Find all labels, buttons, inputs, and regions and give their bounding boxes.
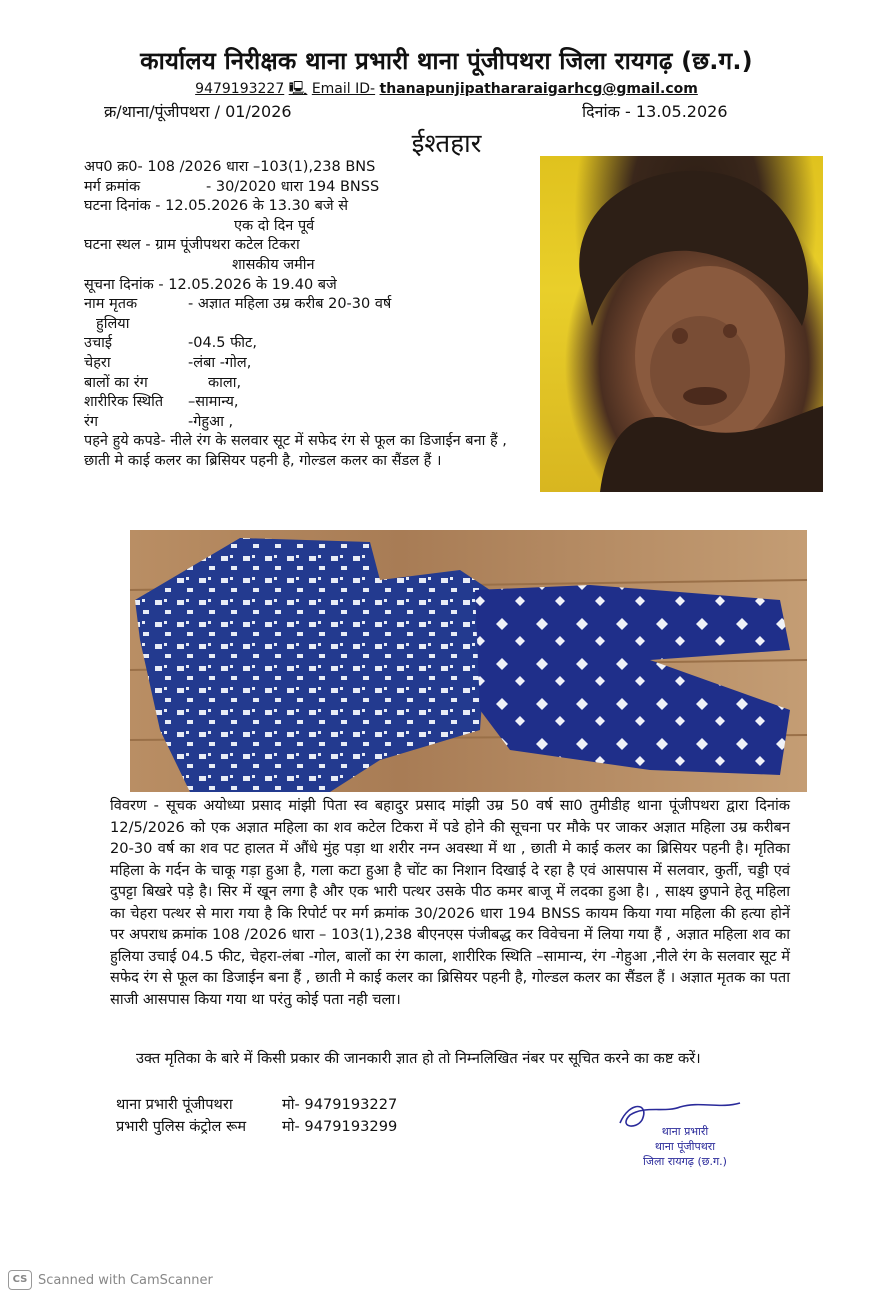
signature-graphic	[590, 1095, 770, 1175]
computer-icon: 🖳	[288, 81, 308, 97]
officer-signature-stamp	[590, 1095, 770, 1175]
deceased-photo	[540, 156, 823, 492]
deceased-label: नाम मृतक	[84, 296, 138, 313]
height-value: -04.5 फीट,	[188, 335, 257, 352]
office-title: कार्यालय निरीक्षक थाना प्रभारी थाना पूंजीपथरा जिला रायगढ़ (छ.ग.)	[140, 47, 753, 75]
hair-label: बालों का रंग	[84, 374, 148, 391]
contact-label: प्रभारी पुलिस कंट्रोल रूम	[116, 1118, 247, 1135]
clothes-description: पहने हुये कपडे- नीले रंग के सलवार सूट में सफेद रंग से फूल का डिजाईन बना हैं , छाती मे काई कलर का ब्रिसियर पहनी है, गोल्डल कलर का सैंडल हैं ।	[84, 433, 507, 469]
case-details	[84, 158, 514, 472]
reference-number: क्र/थाना/पूंजीपथरा / 01/2026	[104, 102, 292, 121]
stamp-line-3: जिला रायगढ़ (छ.ग.)	[643, 1155, 727, 1168]
clothes-photo-graphic	[130, 530, 807, 792]
email-label: Email ID-	[311, 81, 376, 97]
contact-row	[116, 1094, 397, 1116]
info-date-label: सूचना दिनांक -	[84, 276, 164, 293]
body-value: –सामान्य,	[188, 394, 239, 411]
header-phone: 9479193227	[195, 81, 285, 97]
appeal-paragraph: उक्त मृतिका के बारे में किसी प्रकार की जानकारी ज्ञात हो तो निम्नलिखित नंबर पर सूचित करने का कष्ट करें।	[136, 1050, 701, 1067]
notice-title: ईश्तहार	[411, 129, 482, 159]
scanner-text: Scanned with CamScanner	[38, 1272, 213, 1288]
camscanner-logo-icon: CS	[8, 1270, 32, 1290]
stamp-line-1: थाना प्रभारी	[661, 1125, 709, 1138]
contact-line	[0, 78, 893, 102]
contact-number[interactable]: 9479193299	[304, 1118, 398, 1135]
contact-mo: मो-	[282, 1096, 300, 1113]
color-label: रंग	[84, 413, 99, 430]
description-paragraph: विवरण - सूचक अयोध्या प्रसाद मांझी पिता स्व बहादुर प्रसाद मांझी उम्र 50 वर्ष सा0 तुमीडीह थाना पूंजीपथरा द्वारा दिनांक 12/5/2026 को एक अज्ञात महिला का शव कटेल टिकरा में पडे होने की सूचना पर मौके पर जाकर अज्ञात महिला उम्र करीबन 20-30 वर्ष का शव पट हालत में औंधे मुंह पड़ा था शरीर नग्न अवस्था में था , छाती मे काई कलर का ब्रिसियर पहनी है। मृतिका महिला के गर्दन के चाकू गड़ा हुआ है, गला कटा हुआ है चोंट का निशान दिखाई दे रहा है एवं आसपास में सलवार, कुर्ती, चड्डी एवं दुपट्टा बिखरे पड़े है। सिर में खून लगा है और एक भारी पत्थर उसके पीठ कमर बाजू में लदका हुआ है। , साक्ष्य छुपाने हेतू महिला का चेहरा पत्थर से मारा गया है कि रिपोर्ट पर मर्ग क्रमांक 30/2026 धारा 194 BNSS कायम किया गया महिला की हत्या होनें पर अपराध क्रमांक 108 /2026 धारा – 103(1),238 बीएनएस पंजीबद्ध कर विवेचना में लिया गया हैं , अज्ञात महिला शव का हुलिया उचाई 04.5 फीट, चेहरा-लंबा -गोल, बालों का रंग काला, शारीरिक स्थिति –सामान्य, रंग -गेहुआ ,नीले रंग के सलवार सूट में सफेद रंग से फूल का डिजाईन बना हैं , छाती मे काई कलर का ब्रिसियर पहनी है, गोल्डल कलर का सैंडल हैं । अज्ञात मृतक का पता साजी आसपास किया गया था परंतु कोई पता नही चला।	[110, 797, 790, 1008]
email-address[interactable]: thanapunjipathararaigarhcg@gmail.com	[379, 81, 698, 97]
notice-date: दिनांक - 13.05.2026	[582, 102, 728, 121]
contact-label: थाना प्रभारी पूंजीपथरा	[116, 1096, 233, 1113]
info-date-value: 12.05.2026 के 19.40 बजे	[168, 276, 337, 293]
deceased-value: - अज्ञात महिला उम्र करीब 20-30 वर्ष	[188, 296, 392, 313]
color-value: -गेहुआ ,	[188, 413, 234, 430]
appearance-label: हुलिया	[96, 315, 130, 332]
hair-value: काला,	[208, 374, 242, 391]
place-label: घटना स्थल -	[84, 237, 151, 254]
scanner-watermark	[8, 1270, 213, 1290]
stamp-line-2: थाना पूंजीपथरा	[654, 1140, 716, 1153]
marg-label: मर्ग क्रमांक	[84, 178, 141, 195]
face-label: चेहरा	[84, 354, 111, 371]
contact-number[interactable]: 9479193227	[304, 1096, 398, 1113]
contact-list	[116, 1094, 397, 1138]
contact-mo: मो-	[282, 1118, 300, 1135]
place-value: ग्राम पूंजीपथरा कटेल टिकरा	[155, 237, 300, 254]
face-value: -लंबा -गोल,	[188, 354, 252, 371]
place-value-2: शासकीय जमीन	[232, 256, 315, 273]
contact-row	[116, 1116, 397, 1138]
incident-date-label: घटना दिनांक -	[84, 198, 161, 215]
marg-value: - 30/2020 धारा 194 BNSS	[206, 178, 380, 195]
body-label: शारीरिक स्थिति	[84, 394, 164, 411]
height-label: उचाई	[84, 335, 113, 352]
deceased-photo-graphic	[540, 156, 823, 492]
clothes-photo	[130, 530, 807, 792]
incident-date-value-2: एक दो दिन पूर्व	[234, 217, 315, 234]
case-line: अप0 क्र0- 108 /2026 धारा –103(1),238 BNS	[84, 159, 376, 175]
incident-date-value: 12.05.2026 के 13.30 बजे से	[165, 198, 349, 215]
